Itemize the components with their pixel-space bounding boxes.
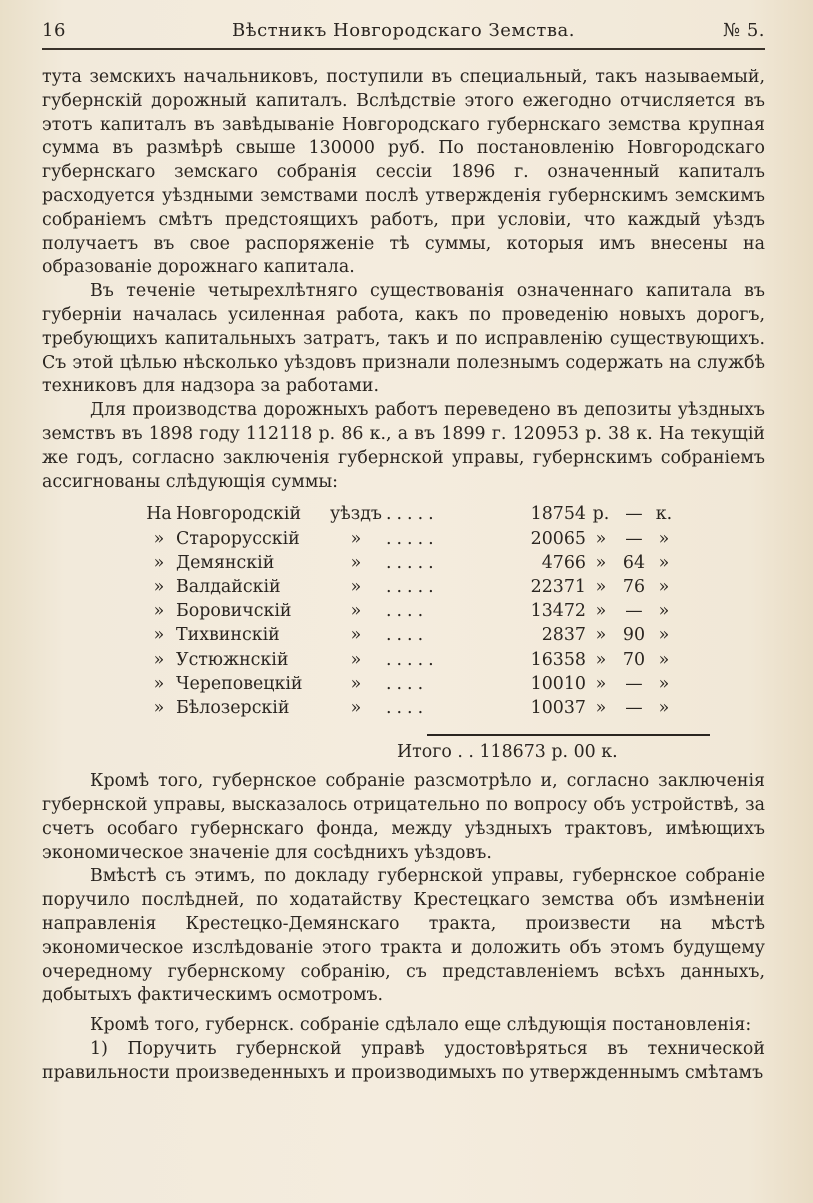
row-prefix: » xyxy=(153,697,165,718)
amount-rubles: 10010 xyxy=(530,673,586,694)
row-prefix: » xyxy=(153,649,165,670)
page-header xyxy=(42,20,765,50)
amount-kopecks: 64 xyxy=(622,552,646,573)
journal-title: Вѣстникъ Новгородскаго Земства. xyxy=(232,20,575,41)
page-number: 16 xyxy=(42,20,66,41)
district-word: » xyxy=(350,528,362,549)
allocation-table xyxy=(142,502,676,720)
row-prefix: » xyxy=(153,673,165,694)
amount-kopecks: 90 xyxy=(622,625,646,646)
unit-rubles: р. xyxy=(592,504,610,525)
leader-dots: .... xyxy=(386,673,429,694)
unit-rubles: » xyxy=(595,528,607,549)
table-row xyxy=(142,527,676,551)
table-row xyxy=(142,502,676,526)
row-prefix: » xyxy=(153,625,165,646)
district-word: » xyxy=(350,576,362,597)
amount-rubles: 10037 xyxy=(530,697,586,718)
amount-kopecks: 70 xyxy=(622,649,646,670)
district-name: Устюжнскій xyxy=(176,649,289,670)
amount-kopecks: — xyxy=(625,697,643,718)
amount-rubles: 2837 xyxy=(541,625,586,646)
row-prefix: » xyxy=(153,576,165,597)
unit-kopecks: к. xyxy=(655,504,673,525)
table-row xyxy=(142,648,676,672)
amount-rubles: 22371 xyxy=(530,576,586,597)
leader-dots: ..... xyxy=(386,576,439,597)
table-row xyxy=(142,696,676,720)
amount-rubles: 13472 xyxy=(530,601,586,622)
paragraph: Кромѣ того, губернск. собраніе сдѣлало еще слѣдующія постановленія: xyxy=(90,1015,752,1036)
table-total: Итого . . 118673 р. 00 к. xyxy=(397,742,618,763)
table-row xyxy=(142,672,676,696)
district-word: » xyxy=(350,649,362,670)
district-name: Тихвинскій xyxy=(176,625,280,646)
row-prefix: На xyxy=(146,504,172,525)
amount-rubles: 4766 xyxy=(541,552,586,573)
amount-kopecks: — xyxy=(625,504,643,525)
district-word: уѣздъ xyxy=(330,504,382,525)
leader-dots: ..... xyxy=(386,504,439,525)
unit-kopecks: » xyxy=(658,576,670,597)
unit-kopecks: » xyxy=(658,601,670,622)
unit-rubles: » xyxy=(595,649,607,670)
paragraph: Для производства дорожныхъ работъ переведено въ депозиты уѣздныхъ земствъ въ 1898 году 112118 р. 86 к., а въ 1899 г. 120953 р. 38 к. На текущій же годъ, согласно заключенія губернской управы, губернскимъ собраніемъ ассигнованы слѣдующія суммы: xyxy=(42,400,765,492)
amount-kopecks: — xyxy=(625,528,643,549)
amount-rubles: 16358 xyxy=(530,649,586,670)
unit-kopecks: » xyxy=(658,552,670,573)
district-name: Валдайскій xyxy=(176,576,281,597)
district-name: Старорусскій xyxy=(176,528,300,549)
district-name: Новгородскій xyxy=(176,504,302,525)
paragraph: Вмѣстѣ съ этимъ, по докладу губернской управы, губернское собраніе поручило послѣдней, по ходатайству Крестецкаго земства объ измѣненіи направленія Крестецко-Демянскаго тракта, произвести на мѣстѣ экономическое изслѣдованіе этого тракта и доложить объ этомъ будущему очередному губернскому собранію, съ представленіемъ всѣхъ данныхъ, добытыхъ фактическимъ осмотромъ. xyxy=(42,866,765,1006)
district-word: » xyxy=(350,601,362,622)
page-body xyxy=(42,66,765,1086)
amount-kopecks: — xyxy=(625,673,643,694)
leader-dots: .... xyxy=(386,697,429,718)
table-row xyxy=(142,575,676,599)
unit-rubles: » xyxy=(595,673,607,694)
unit-kopecks: » xyxy=(658,673,670,694)
leader-dots: .... xyxy=(386,625,429,646)
district-name: Череповецкій xyxy=(176,673,303,694)
unit-rubles: » xyxy=(595,625,607,646)
paragraph: 1) Поручить губернской управѣ удостовѣряться въ технической правильности произведенныхъ и производимыхъ по утвержденнымъ смѣтамъ xyxy=(42,1038,765,1083)
unit-rubles: » xyxy=(595,697,607,718)
issue-number: № 5. xyxy=(723,20,765,41)
unit-rubles: » xyxy=(595,601,607,622)
district-name: Бѣлозерскій xyxy=(176,697,290,718)
amount-kopecks: — xyxy=(625,601,643,622)
district-word: » xyxy=(350,673,362,694)
district-word: » xyxy=(350,697,362,718)
table-row xyxy=(142,599,676,623)
unit-kopecks: » xyxy=(658,649,670,670)
table-row xyxy=(142,623,676,647)
district-name: Боровичскій xyxy=(176,601,292,622)
district-word: » xyxy=(350,552,362,573)
paragraph: Кромѣ того, губернское собраніе разсмотрѣло и, согласно заключенія губернской управы, высказалось отрицательно по вопросу объ устройствѣ, за счетъ особаго губернскаго фонда, между уѣздныхъ трактовъ, имѣющихъ экономическое значеніе для сосѣднихъ уѣздовъ. xyxy=(42,771,765,863)
unit-rubles: » xyxy=(595,576,607,597)
district-name: Демянскій xyxy=(176,552,275,573)
unit-rubles: » xyxy=(595,552,607,573)
leader-dots: ..... xyxy=(386,528,439,549)
row-prefix: » xyxy=(153,601,165,622)
row-prefix: » xyxy=(153,528,165,549)
leader-dots: ..... xyxy=(386,649,439,670)
total-rule xyxy=(427,734,710,736)
amount-kopecks: 76 xyxy=(622,576,646,597)
amount-rubles: 20065 xyxy=(530,528,586,549)
header-rule xyxy=(42,48,765,50)
district-word: » xyxy=(350,625,362,646)
amount-rubles: 18754 xyxy=(530,504,586,525)
leader-dots: ..... xyxy=(386,552,439,573)
leader-dots: .... xyxy=(386,601,429,622)
unit-kopecks: » xyxy=(658,697,670,718)
unit-kopecks: » xyxy=(658,625,670,646)
unit-kopecks: » xyxy=(658,528,670,549)
row-prefix: » xyxy=(153,552,165,573)
paragraph: тута земскихъ начальниковъ, поступили въ специальный, такъ называемый, губернскій дорожный капиталъ. Вслѣдствіе этого ежегодно отчисляется въ этотъ капиталъ въ завѣдываніе Новгородскаго губернскаго земства крупная сумма въ размѣрѣ свыше 130000 руб. По постановленію Новгородскаго губернскаго земскаго собранія сессіи 1896 г. означенный капиталъ расходуется уѣздными земствами послѣ утвержденія губернскимъ земскимъ собраніемъ смѣтъ предстоящихъ работъ, при условіи, что каждый уѣздъ получаетъ въ свое распоряженіе тѣ суммы, которыя имъ внесены на образованіе дорожнаго капитала. xyxy=(42,67,765,278)
table-row xyxy=(142,551,676,575)
paragraph: Въ теченіе четырехлѣтняго существованія означеннаго капитала въ губерніи началась усиленная работа, какъ по проведенію новыхъ дорогъ, требующихъ капитальныхъ затратъ, такъ и по исправленію существующихъ. Съ этой цѣлью нѣсколько уѣздовъ признали полезнымъ содержать на службѣ техниковъ для надзора за работами. xyxy=(42,281,765,397)
